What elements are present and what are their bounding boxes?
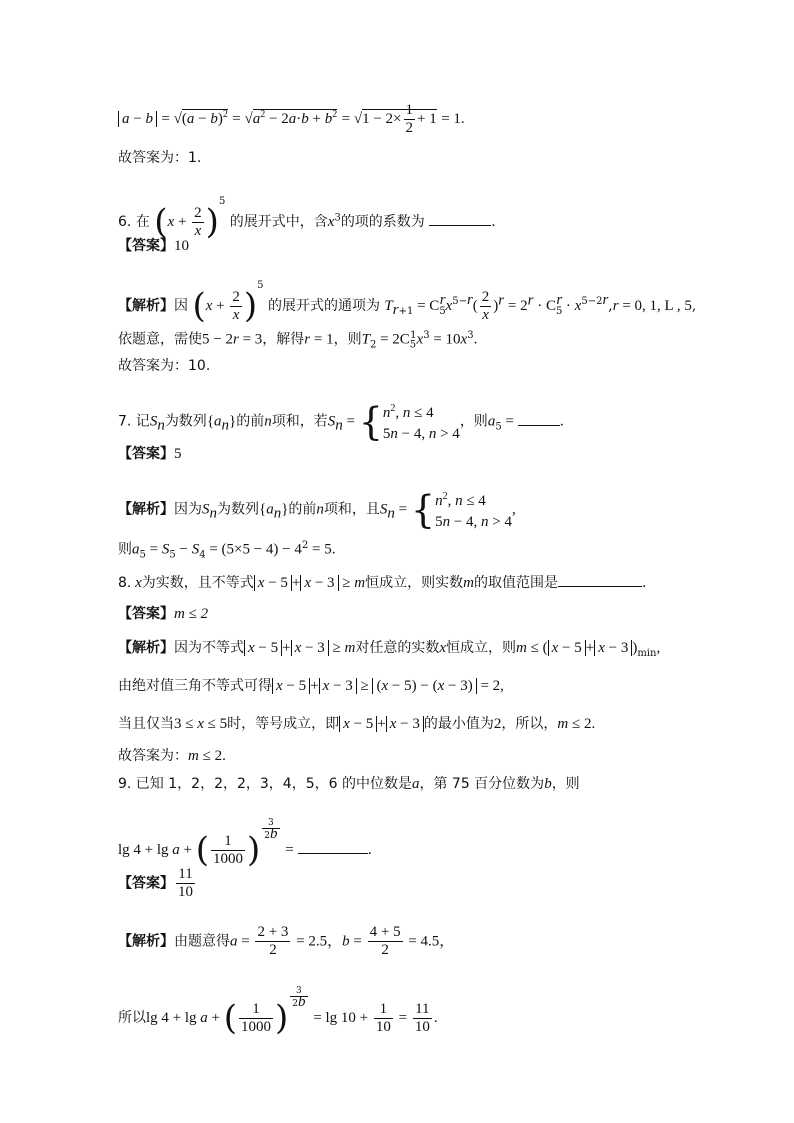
answer-blank (558, 572, 642, 587)
q9-analysis: 【解析】由题意得a = $\frac{2 + 3}{2}$ = 2.5，b = $\frac{4 + 5}{2}$ = 4.5， (118, 924, 455, 958)
question-7: 7. 记$S_n$为数列$\{a_n\}$的前n项和，若$S_n$ = { $n^2$, n ≤ 4 5n − 4, n > 4 ，则$a_5$ = . (118, 399, 565, 444)
q7-analysis: 【解析】因为$S_n$为数列$\{a_n\}$的前n项和，且$S_n$ = { $n^2$, n ≤ 4 5n − 4, n > 4 , (118, 487, 516, 532)
q7-analysis-2: 则$a_5 = S_5 - S_4 = (5\times 5 - 4) - 4^2 = 5$. (118, 540, 336, 561)
question-9-expression: lg 4 + lg a + ( $\frac{1}{1000}$ ) $^{\frac{3}{2b}}$ = . (118, 818, 372, 870)
vector-norm-equation: $a - b = √(a - b)^2 = √a^2 - 2a\cdot b + b^2 = √1 - 2\times$ $\frac{1}{2}$ + 1 = 1. (118, 102, 465, 137)
question-8: 8. x为实数，且不等式 x − 5 + x − 3 ≥ m恒成立，则实数m的取值范围是 . (118, 572, 646, 593)
answer-blank (429, 211, 491, 226)
q6-answer: 【答案】10 (118, 238, 189, 254)
question-6: 6. 在 (x + $\frac{2}{x}$ )$^5$ 的展开式中，含$x^3$的项的系数为 . (118, 196, 496, 242)
q8-analysis-2: 由绝对值三角不等式可得 x − 5 + x − 3 ≥ (x − 5) − (x − 3) = 2, (118, 678, 504, 694)
answer-blank (298, 839, 368, 854)
answer-blank (518, 411, 560, 426)
q6-final: 故答案为：10. (118, 358, 211, 374)
q7-answer: 【答案】5 (118, 446, 182, 462)
q8-final: 故答案为：m ≤ 2. (118, 748, 226, 764)
answer-line-1: 故答案为：1. (118, 150, 202, 166)
q9-answer: 【答案】 $\frac{11}{10}$ (118, 866, 193, 900)
q8-answer: 【答案】m ≤ 2 (118, 606, 209, 622)
q9-analysis-2: 所以lg 4 + lg a + ( $\frac{1}{1000}$ ) $^{\frac{3}{2b}}$ = lg 10 + $\frac{1}{10}$ = $\frac{11}{10}$ . (118, 986, 438, 1038)
question-9: 9. 已知 1，2，2，2，3，4，5，6 的中位数是a，第 75 百分位数为b，则 (118, 776, 580, 792)
q6-analysis: 【解析】因 (x + $\frac{2}{x}$ )$^5$ 的展开式的通项为 $T_{r+1} = C_5^rx^{5-r}$( $\frac{2}{x}$ )$^r = 2^r \cdot C_5^r \cdot x^{5-2r},r = 0$, 1, L , 5, (118, 280, 697, 326)
q6-number: 6. (118, 214, 132, 230)
q6-analysis-2: 依题意，需使5 − 2r = 3，解得r = 1，则$T_2 = 2C_5^1x^3 = 10x^3$. (118, 330, 478, 351)
q8-analysis: 【解析】因为不等式 x − 5 + x − 3 ≥ m对任意的实数x恒成立，则m ≤ ( x − 5 + x − 3 )$_{min}$, (118, 640, 661, 659)
q8-analysis-3: 当且仅当3 ≤ x ≤ 5时，等号成立，即 x − 5 + x − 3 的最小值为2，所以，m ≤ 2. (118, 716, 596, 732)
